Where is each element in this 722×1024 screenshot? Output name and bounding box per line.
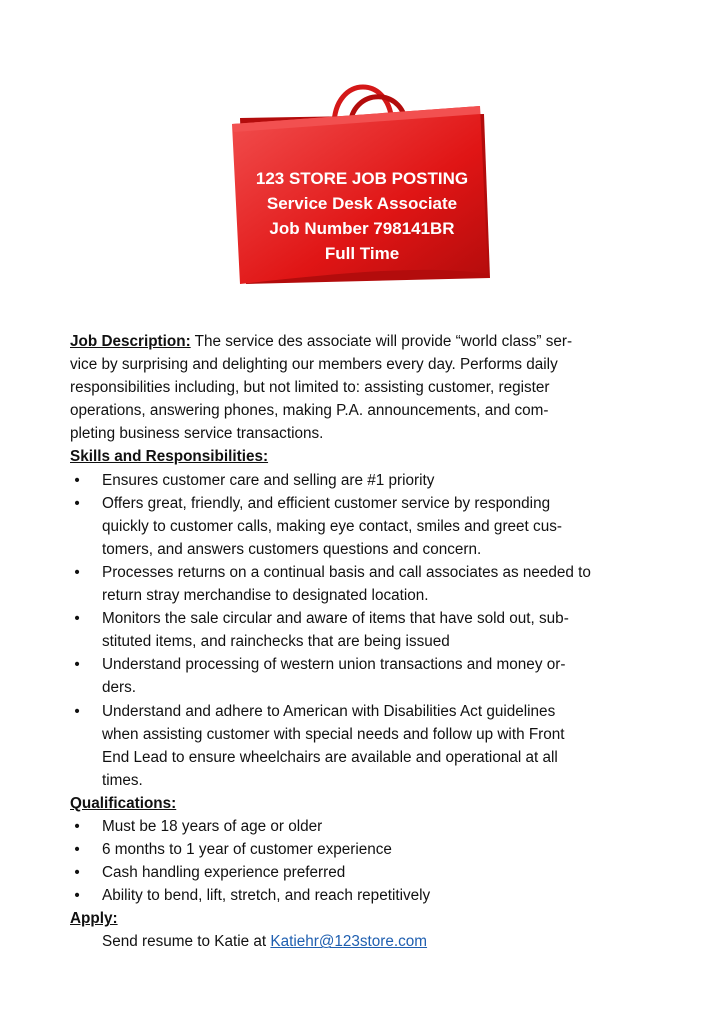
qualifications-heading: Qualifications: <box>70 794 177 812</box>
bag-position: Service Desk Associate <box>266 194 458 213</box>
bag-job-number: Job Number 798141BR <box>269 219 455 238</box>
bag-employment-type: Full Time <box>324 244 400 263</box>
skill-item-text: return stray merchandise to designated location. <box>102 587 429 605</box>
skill-item <box>70 700 660 792</box>
job-description-line: operations, answering phones, making P.A. announcements, and com- <box>70 402 549 420</box>
bullet-icon: • <box>74 817 80 835</box>
posting-content <box>70 330 660 954</box>
skills-list <box>70 469 660 792</box>
job-description-line: responsibilities including, but not limited to: assisting customer, register <box>70 379 550 397</box>
bag-text-block <box>242 166 482 266</box>
qualification-item <box>70 861 660 884</box>
skill-item <box>70 492 660 561</box>
skill-item <box>70 561 660 607</box>
bullet-icon: • <box>74 610 80 628</box>
skill-item-text: Understand and adhere to American with Disabilities Act guidelines <box>102 702 556 720</box>
apply-heading: Apply: <box>70 910 118 928</box>
skill-item-text: Processes returns on a continual basis and call associates as needed to <box>102 563 591 581</box>
qualification-item-text: Ability to bend, lift, stretch, and reach repetitively <box>102 887 431 905</box>
skill-item-text: stituted items, and rainchecks that are being issued <box>102 633 450 651</box>
apply-text: Send resume to Katie at <box>102 933 271 951</box>
bullet-icon: • <box>74 841 80 859</box>
job-description-line: Job Description: The service des associate will provide “world class” ser- <box>70 333 573 350</box>
job-description-line: pleting business service transactions. <box>70 425 324 443</box>
bullet-icon: • <box>74 702 80 720</box>
job-description-line: vice by surprising and delighting our members every day. Performs daily <box>70 356 558 374</box>
skill-item-text: Ensures customer care and selling are #1 priority <box>102 471 435 489</box>
skill-item <box>70 607 660 653</box>
bullet-icon: • <box>74 887 80 905</box>
bag-title: 123 STORE JOB POSTING <box>255 169 469 188</box>
skill-item-text: tomers, and answers customers questions and concern. <box>102 540 482 558</box>
skill-item-text: times. <box>102 771 143 789</box>
bullet-icon: • <box>74 864 80 882</box>
skills-heading: Skills and Responsibilities: <box>70 448 269 466</box>
skill-item-text: Monitors the sale circular and aware of items that have sold out, sub- <box>102 610 569 628</box>
qualification-item <box>70 884 660 907</box>
bullet-icon: • <box>74 471 80 489</box>
qualification-item-text: 6 months to 1 year of customer experience <box>102 841 392 859</box>
skill-item-text: ders. <box>102 679 137 697</box>
skill-item-text: Understand processing of western union transactions and money or- <box>102 656 566 674</box>
skill-item <box>70 469 660 492</box>
job-description-section <box>70 330 660 445</box>
apply-email-link[interactable]: Katiehr@123store.com <box>270 933 428 951</box>
shopping-bag-graphic <box>222 78 500 318</box>
qualification-item-text: Cash handling experience preferred <box>102 864 346 882</box>
skill-item-text: quickly to customer calls, making eye contact, smiles and greet cus- <box>102 517 562 535</box>
skill-item <box>70 653 660 699</box>
apply-instructions <box>70 930 660 953</box>
skill-item-text: Offers great, friendly, and efficient customer service by responding <box>102 494 551 512</box>
bullet-icon: • <box>74 563 80 581</box>
bullet-icon: • <box>74 656 80 674</box>
qualification-item-text: Must be 18 years of age or older <box>102 817 323 835</box>
qualification-item <box>70 838 660 861</box>
skill-item-text: when assisting customer with special needs and follow up with Front <box>102 725 565 743</box>
bullet-icon: • <box>74 494 80 512</box>
job-description-heading: Job Description: <box>70 333 191 350</box>
qualification-item <box>70 815 660 838</box>
skill-item-text: End Lead to ensure wheelchairs are available and operational at all <box>102 748 558 766</box>
qualifications-list <box>70 815 660 907</box>
